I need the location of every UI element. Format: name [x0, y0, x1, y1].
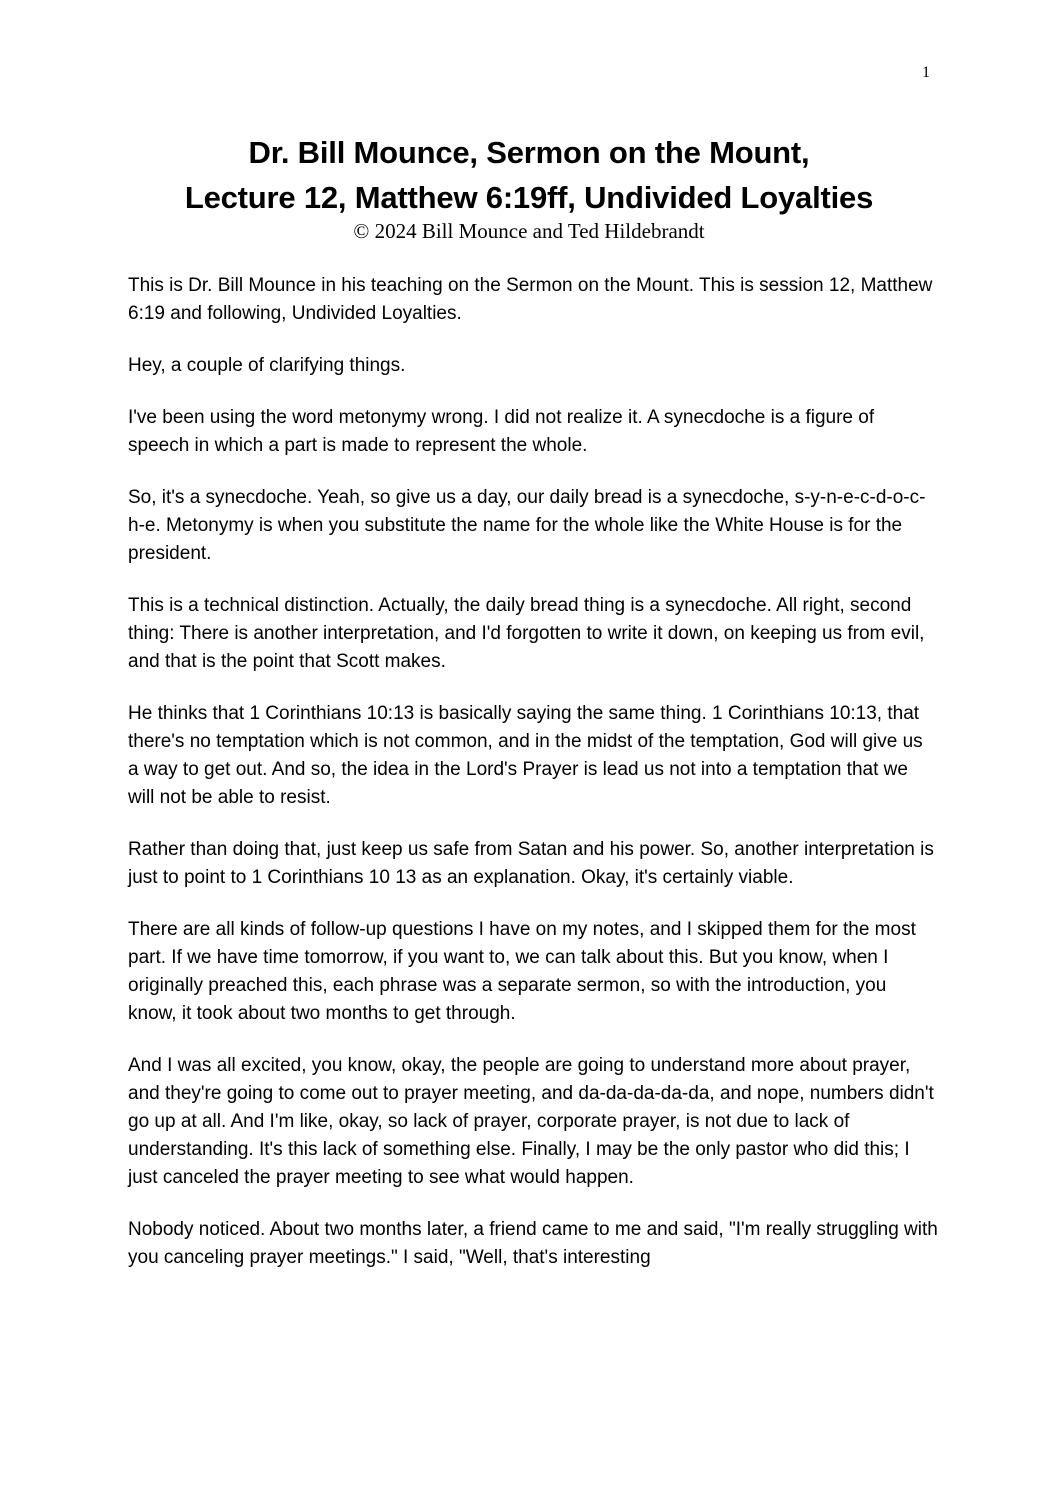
paragraph: And I was all excited, you know, okay, the people are going to understand more about prayer, and they're going to come out to prayer meeting, and da-da-da-da-da, and nope, numbers didn't go up at all. And I'm like, okay, so lack of prayer, corporate prayer, is not due to lack of understanding. It's this lack of something else. Finally, I may be the only pastor who did this; I just canceled the prayer meeting to see what would happen.	[128, 1055, 934, 1188]
title-line-1: Dr. Bill Mounce, Sermon on the Mount,	[248, 135, 810, 170]
paragraph: Nobody noticed. About two months later, a friend came to me and said, "I'm really struggling with you canceling prayer meetings." I said, "Well, that's interesting	[128, 1219, 938, 1268]
paragraph: This is a technical distinction. Actually, the daily bread thing is a synecdoche. All right, second thing: There is another interpretation, and I'd forgotten to write it down, on keeping us from evil, and that is the point that Scott makes.	[128, 595, 925, 672]
paragraph: I've been using the word metonymy wrong. I did not realize it. A synecdoche is a figure of speech in which a part is made to represent the whole.	[128, 407, 875, 456]
paragraph: Hey, a couple of clarifying things.	[128, 355, 406, 376]
paragraph: Rather than doing that, just keep us safe from Satan and his power. So, another interpretation is just to point to 1 Corinthians 10 13 as an explanation. Okay, it's certainly viable.	[128, 839, 934, 888]
paragraph: He thinks that 1 Corinthians 10:13 is basically saying the same thing. 1 Corinthians 10:13, that there's no temptation which is not common, and in the midst of the temptation, God will give us a way to get out. And so, the idea in the Lord's Prayer is lead us not into a temptation that we will not be able to resist.	[128, 703, 923, 808]
paragraph: So, it's a synecdoche. Yeah, so give us a day, our daily bread is a synecdoche, s-y-n-e-c-d-o-c-h-e. Metonymy is when you substitute the name for the whole like the White House is for the president.	[128, 487, 926, 564]
document-header	[0, 130, 1058, 244]
paragraph: This is Dr. Bill Mounce in his teaching on the Sermon on the Mount. This is session 12, Matthew 6:19 and following, Undivided Loyalties.	[128, 275, 933, 324]
copyright-notice: © 2024 Bill Mounce and Ted Hildebrandt	[353, 219, 705, 243]
transcript-body	[128, 272, 938, 1296]
paragraph: There are all kinds of follow-up questions I have on my notes, and I skipped them for the most part. If we have time tomorrow, if you want to, we can talk about this. But you know, when I originally preached this, each phrase was a separate sermon, so with the introduction, you know, it took about two months to get through.	[128, 919, 916, 1024]
page-number: 1	[922, 64, 930, 81]
title-line-2: Lecture 12, Matthew 6:19ff, Undivided Loyalties	[184, 180, 874, 215]
